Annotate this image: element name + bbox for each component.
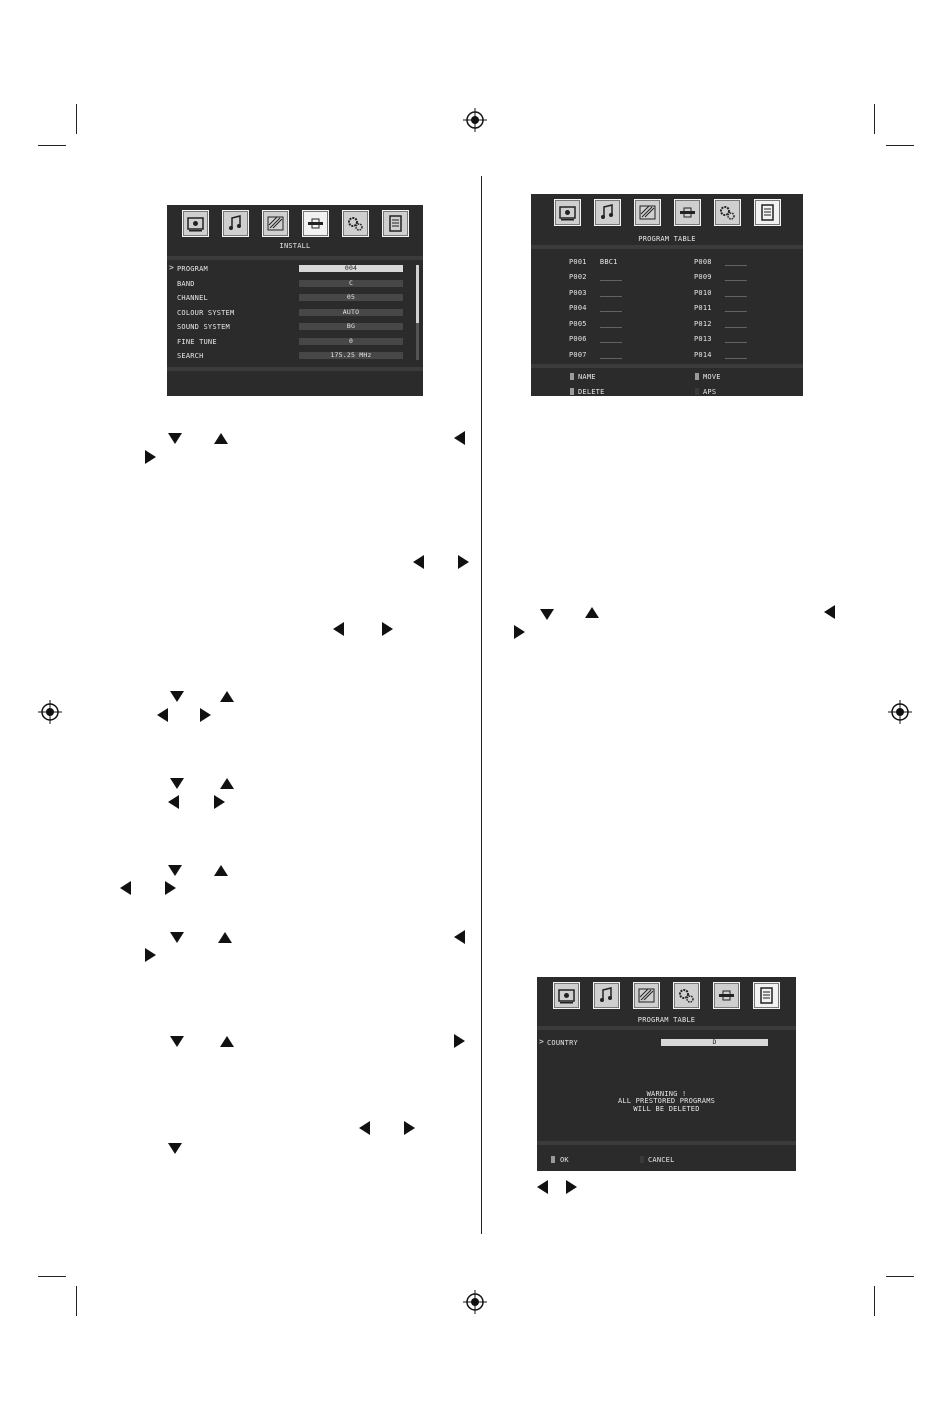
up-arrow-icon [220,778,234,789]
down-arrow-icon [168,433,182,444]
program-number: P005 [569,320,587,328]
right-arrow-icon [404,1121,415,1135]
program-name: _____ [724,351,747,359]
column-divider [481,176,482,1234]
picture-icon[interactable] [182,210,209,237]
program-name: _____ [724,273,747,281]
program-number: P002 [569,273,587,281]
program-number: P001 [569,258,587,266]
menu-icon-bar [537,982,796,1009]
up-arrow-icon [585,607,599,618]
table-row[interactable] [569,273,622,281]
up-arrow-icon [220,691,234,702]
right-arrow-icon [145,948,156,962]
row-label-program: PROGRAM [177,265,208,273]
install-icon[interactable] [713,982,740,1009]
registration-mark-icon [38,700,62,724]
right-arrow-icon [566,1180,577,1194]
sound-icon[interactable] [222,210,249,237]
program-number: P007 [569,351,587,359]
left-arrow-icon [157,708,168,722]
cancel-button[interactable]: CANCEL [648,1156,675,1164]
separator [537,1026,796,1030]
feature-icon[interactable] [633,982,660,1009]
separator [537,1141,796,1145]
up-arrow-icon [214,433,228,444]
table-row[interactable] [569,258,618,266]
name-button-chip [570,373,574,380]
feature-icon[interactable] [262,210,289,237]
install-icon[interactable] [674,199,701,226]
right-arrow-icon [382,622,393,636]
separator [167,256,423,260]
program-name: _____ [599,304,622,312]
picture-icon[interactable] [553,982,580,1009]
settings-icon[interactable] [673,982,700,1009]
table-row[interactable] [569,304,622,312]
separator [531,245,803,249]
crop-mark [38,145,66,146]
right-arrow-icon [214,795,225,809]
crop-mark [874,1286,875,1316]
settings-icon[interactable] [714,199,741,226]
table-row[interactable] [569,320,622,328]
separator [531,364,803,368]
move-button[interactable]: MOVE [703,373,721,381]
crop-mark [76,1286,77,1316]
delete-button[interactable]: DELETE [578,388,605,396]
name-button[interactable]: NAME [578,373,596,381]
fine-tune-value[interactable]: 0 [299,338,403,345]
program-number: P014 [694,351,712,359]
program-number: P008 [694,258,712,266]
menu-icon-bar [531,199,803,226]
right-arrow-icon [165,881,176,895]
down-arrow-icon [168,865,182,876]
sound-icon[interactable] [593,982,620,1009]
up-arrow-icon [214,865,228,876]
right-arrow-icon [514,625,525,639]
table-row[interactable] [694,258,747,266]
table-row[interactable] [694,335,747,343]
program-number: P013 [694,335,712,343]
down-arrow-icon [170,778,184,789]
ok-button-chip [551,1156,555,1163]
delete-button-chip [570,388,574,395]
row-label-colour-system: COLOUR SYSTEM [177,309,235,317]
sound-system-value[interactable]: BG [299,323,403,330]
row-label-sound-system: SOUND SYSTEM [177,323,230,331]
row-label-channel: CHANNEL [177,294,208,302]
warning-line: ALL PRESTORED PROGRAMS [617,1097,716,1105]
down-arrow-icon [168,1143,182,1154]
program-number: P012 [694,320,712,328]
install-menu-screen [167,205,423,396]
program-number: P010 [694,289,712,297]
program-name: _____ [724,320,747,328]
scrollbar-thumb[interactable] [416,265,419,323]
program-name: _____ [724,304,747,312]
program-number: P006 [569,335,587,343]
program-number: P009 [694,273,712,281]
right-arrow-icon [454,1034,465,1048]
crop-mark [886,145,914,146]
source-icon[interactable] [753,982,780,1009]
ok-button[interactable]: OK [560,1156,569,1164]
menu-icon-bar [167,210,423,237]
table-row[interactable] [694,289,747,297]
country-label: COUNTRY [547,1039,578,1047]
source-icon[interactable] [382,210,409,237]
left-arrow-icon [120,881,131,895]
country-value[interactable]: D [661,1039,768,1046]
aps-button-chip [695,388,699,395]
program-name: BBC1 [599,258,618,266]
program-number: P011 [694,304,712,312]
aps-warning-screen [537,977,796,1171]
program-name: _____ [599,273,622,281]
colour-system-value[interactable]: AUTO [299,309,403,316]
row-cursor: > [539,1037,545,1046]
left-arrow-icon [454,431,465,445]
table-row[interactable] [569,335,622,343]
row-label-band: BAND [177,280,195,288]
left-arrow-icon [168,795,179,809]
source-icon[interactable] [754,199,781,226]
program-name: _____ [724,289,747,297]
left-arrow-icon [824,605,835,619]
left-arrow-icon [333,622,344,636]
program-name: _____ [724,258,747,266]
left-arrow-icon [454,930,465,944]
install-icon[interactable] [302,210,329,237]
search-value[interactable]: 175.25 MHz [299,352,403,359]
right-arrow-icon [458,555,469,569]
row-label-fine-tune: FINE TUNE [177,338,217,346]
sound-icon[interactable] [594,199,621,226]
down-arrow-icon [170,1036,184,1047]
program-name: _____ [599,335,622,343]
table-row[interactable] [694,351,747,359]
down-arrow-icon [540,609,554,620]
channel-value[interactable]: 05 [299,294,403,301]
crop-mark [38,1276,66,1277]
table-row[interactable] [694,273,747,281]
crop-mark [76,104,77,134]
table-row[interactable] [694,304,747,312]
program-table-screen [531,194,803,396]
program-value[interactable]: 004 [299,265,403,272]
table-row[interactable] [569,289,622,297]
registration-mark-icon [463,1290,487,1314]
crop-mark [874,104,875,134]
down-arrow-icon [170,691,184,702]
row-cursor: > [169,263,175,272]
crop-mark [886,1276,914,1277]
program-name: _____ [599,289,622,297]
menu-title: INSTALL [279,242,311,250]
program-name: _____ [599,320,622,328]
left-arrow-icon [359,1121,370,1135]
move-button-chip [695,373,699,380]
band-value[interactable]: C [299,280,403,287]
program-name: _____ [599,351,622,359]
registration-mark-icon [888,700,912,724]
right-arrow-icon [200,708,211,722]
warning-line: WILL BE DELETED [633,1105,700,1113]
menu-title: PROGRAM TABLE [637,1016,696,1024]
settings-icon[interactable] [342,210,369,237]
left-arrow-icon [537,1180,548,1194]
registration-mark-icon [463,108,487,132]
picture-icon[interactable] [554,199,581,226]
menu-title: PROGRAM TABLE [638,235,696,243]
warning-line: WARNING ! [646,1090,687,1098]
aps-button[interactable]: APS [703,388,717,396]
separator [167,367,423,371]
left-arrow-icon [413,555,424,569]
up-arrow-icon [220,1036,234,1047]
right-arrow-icon [145,450,156,464]
program-name: _____ [724,335,747,343]
table-row[interactable] [694,320,747,328]
feature-icon[interactable] [634,199,661,226]
table-row[interactable] [569,351,622,359]
cancel-button-chip [640,1156,644,1163]
down-arrow-icon [170,932,184,943]
row-label-search: SEARCH [177,352,204,360]
program-number: P004 [569,304,587,312]
up-arrow-icon [218,932,232,943]
program-number: P003 [569,289,587,297]
